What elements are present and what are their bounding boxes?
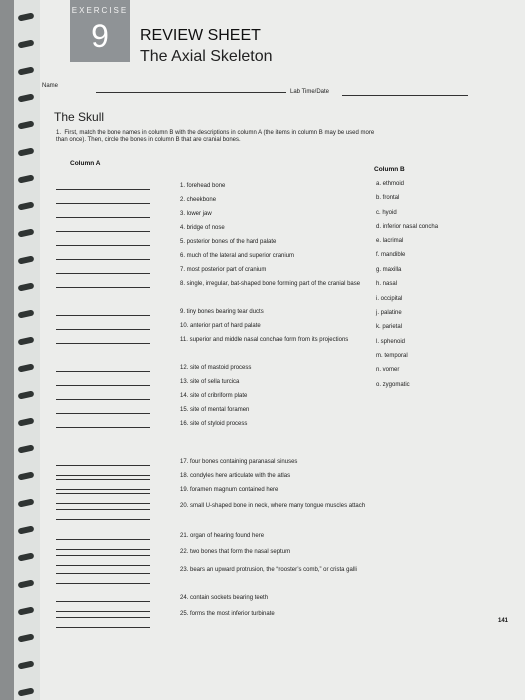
description-item: 15. site of mental foramen [180, 407, 250, 413]
answer-line[interactable] [56, 503, 150, 504]
answer-line[interactable] [56, 493, 150, 494]
description-item: 10. anterior part of hard palate [180, 323, 261, 329]
description-item: 19. foramen magnum contained here [180, 487, 279, 493]
description-item: 4. bridge of nose [180, 225, 225, 231]
answer-line[interactable] [56, 217, 150, 218]
description-item: 7. most posterior part of cranium [180, 267, 267, 273]
answer-line[interactable] [56, 203, 150, 204]
answer-line[interactable] [56, 315, 150, 316]
answer-line[interactable] [56, 343, 150, 344]
description-item: 12. site of mastoid process [180, 365, 252, 371]
column-b-option: f. mandible [376, 252, 406, 258]
binding-ring [18, 633, 35, 642]
description-item: 21. organ of hearing found here [180, 533, 265, 539]
binding-ring [18, 255, 35, 264]
answer-line[interactable] [56, 565, 150, 566]
description-item: 8. single, irregular, bat-shaped bone forming part of the cranial base [180, 281, 361, 287]
instructions [56, 130, 496, 144]
binding-ring [18, 525, 35, 534]
description-item: 20. small U-shaped bone in neck, where many tongue muscles attach [180, 503, 366, 509]
binding-ring [18, 336, 35, 345]
description-item: 24. contain sockets bearing teeth [180, 595, 269, 601]
answer-line[interactable] [56, 189, 150, 190]
sheet-subtitle: The Axial Skeleton [140, 48, 273, 65]
binding-ring [18, 12, 35, 21]
binding-ring [18, 390, 35, 399]
answer-line[interactable] [56, 573, 150, 574]
answer-line[interactable] [56, 475, 150, 476]
binding-ring [18, 552, 35, 561]
description-item: 22. two bones that form the nasal septum [180, 549, 291, 555]
exercise-label: EXERCISE [71, 6, 129, 15]
answer-line[interactable] [56, 245, 150, 246]
exercise-tab [70, 0, 130, 62]
answer-line[interactable] [56, 427, 150, 428]
name-label: Name [42, 83, 59, 89]
column-b-option: o. zygomatic [376, 382, 410, 388]
description-item: 17. four bones containing paranasal sinuses [180, 459, 298, 465]
binding-ring [18, 471, 35, 480]
answer-line[interactable] [56, 583, 150, 584]
answer-line[interactable] [56, 509, 150, 510]
answer-line[interactable] [56, 519, 150, 520]
column-b-option: l. sphenoid [376, 339, 406, 345]
answer-line[interactable] [56, 479, 150, 480]
column-a-header: Column A [70, 160, 101, 167]
column-b-option: n. vomer [376, 367, 400, 373]
binding-ring [18, 147, 35, 156]
answer-line[interactable] [56, 627, 150, 628]
answer-line[interactable] [56, 287, 150, 288]
column-b-option: j. palatine [376, 310, 402, 316]
description-item: 3. lower jaw [180, 211, 212, 217]
column-b-option: m. temporal [376, 353, 408, 359]
answer-line[interactable] [56, 371, 150, 372]
exercise-number: 9 [91, 18, 109, 54]
binding-ring [18, 660, 35, 669]
instruction-line-2: than once). Then, circle the bones in column B that are cranial bones. [56, 137, 241, 143]
column-b-option: e. lacrimal [376, 238, 404, 244]
binding-ring [18, 417, 35, 426]
answer-line[interactable] [56, 231, 150, 232]
binding-ring [18, 66, 35, 75]
description-item: 6. much of the lateral and superior cranium [180, 253, 295, 259]
description-item: 16. site of styloid process [180, 421, 248, 427]
binding-ring [18, 444, 35, 453]
column-b-option: d. inferior nasal concha [376, 224, 439, 230]
page-number: 141 [498, 618, 509, 624]
answer-line[interactable] [56, 489, 150, 490]
column-b-option: k. parietal [376, 324, 403, 330]
description-item: 2. cheekbone [180, 197, 217, 203]
binding-ring [18, 120, 35, 129]
answer-line[interactable] [56, 413, 150, 414]
binding-ring [18, 282, 35, 291]
answer-line[interactable] [56, 399, 150, 400]
binding-ring [18, 687, 35, 696]
binding-ring [18, 498, 35, 507]
answer-line[interactable] [56, 611, 150, 612]
answer-line[interactable] [56, 273, 150, 274]
binding-ring [18, 606, 35, 615]
column-b-option: c. hyoid [376, 210, 397, 216]
lab-time-label: Lab Time/Date [290, 89, 330, 95]
description-item: 1. forehead bone [180, 183, 226, 189]
lab-time-field-line[interactable] [342, 95, 468, 96]
binding-ring [18, 579, 35, 588]
sheet-title: REVIEW SHEET [140, 27, 261, 44]
section-title: The Skull [54, 110, 105, 124]
binding-ring [18, 363, 35, 372]
description-item: 9. tiny bones bearing tear ducts [180, 309, 264, 315]
answer-line[interactable] [56, 549, 150, 550]
description-item: 11. superior and middle nasal conchae form from its projections [180, 337, 349, 343]
answer-line[interactable] [56, 259, 150, 260]
column-b-option: h. nasal [376, 281, 398, 287]
binding-ring [18, 228, 35, 237]
answer-line[interactable] [56, 617, 150, 618]
column-b-option: i. occipital [376, 296, 403, 302]
description-item: 23. bears an upward protrusion, the “rooster’s comb,” or crista galli [180, 567, 357, 573]
worksheet-page [14, 0, 525, 700]
name-field-line[interactable] [96, 92, 286, 93]
answer-line[interactable] [56, 385, 150, 386]
column-b-option: a. ethmoid [376, 181, 405, 187]
binding-ring [18, 93, 35, 102]
answer-line[interactable] [56, 539, 150, 540]
answer-line[interactable] [56, 329, 150, 330]
answer-line[interactable] [56, 555, 150, 556]
binding-ring [18, 309, 35, 318]
column-b-option: g. maxilla [376, 267, 402, 273]
column-b-option: b. frontal [376, 195, 400, 201]
binding-ring [18, 39, 35, 48]
answer-line[interactable] [56, 465, 150, 466]
spiral-binding [14, 0, 40, 700]
description-item: 14. site of cribriform plate [180, 393, 248, 399]
binding-ring [18, 201, 35, 210]
column-b-header: Column B [374, 166, 405, 173]
answer-line[interactable] [56, 601, 150, 602]
binding-ring [18, 174, 35, 183]
description-item: 25. forms the most inferior turbinate [180, 611, 275, 617]
description-item: 18. condyles here articulate with the atlas [180, 473, 291, 479]
description-item: 13. site of sella turcica [180, 379, 240, 385]
description-item: 5. posterior bones of the hard palate [180, 239, 277, 245]
instruction-line-1: First, match the bone names in column B with the descriptions in column A (the items in column B may be used more [64, 130, 375, 136]
instruction-number: 1. [56, 130, 62, 136]
